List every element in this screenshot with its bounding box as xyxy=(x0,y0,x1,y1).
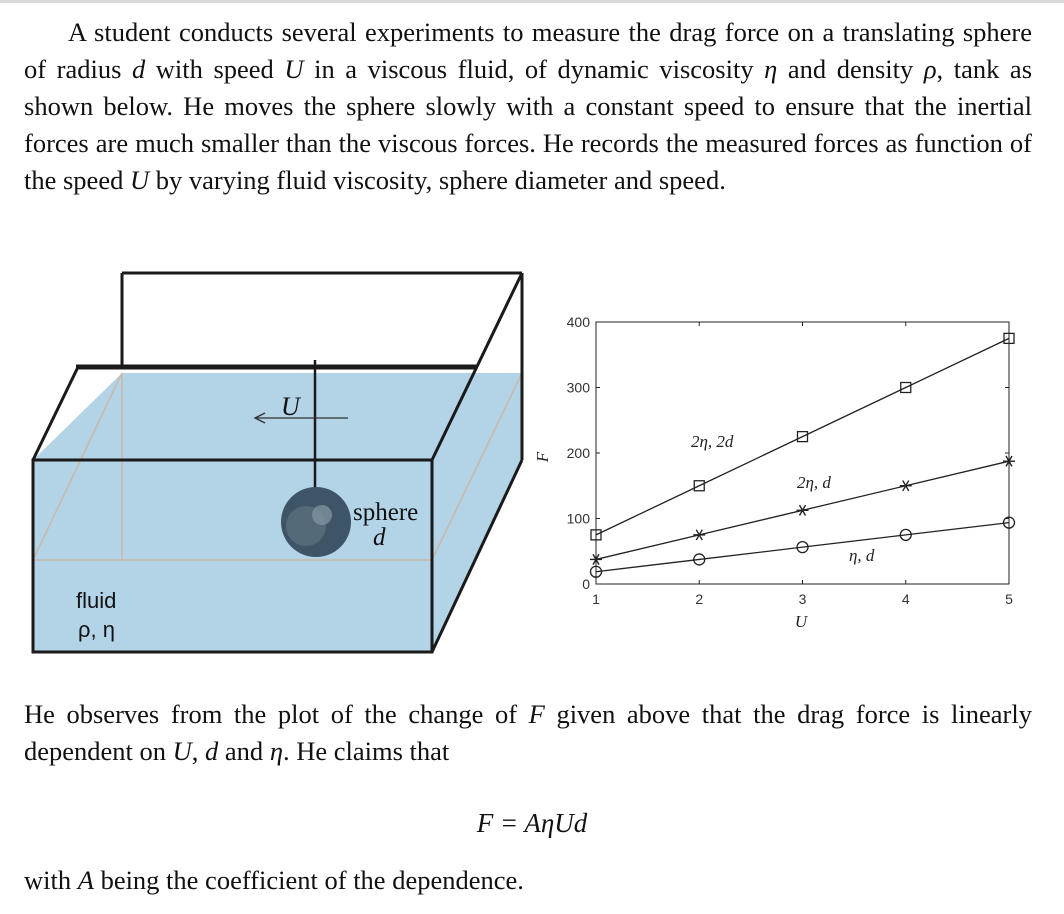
intro-text: in a viscous fluid, of dynamic viscosity xyxy=(303,54,765,84)
series-label-asterisk: 2η, d xyxy=(797,473,831,492)
x-tick-label: 5 xyxy=(1005,591,1013,607)
intro-text: by varying fluid viscosity, sphere diameter and speed. xyxy=(149,165,726,195)
figure xyxy=(0,250,1064,670)
intro-text: A student conducts several experiments to measure the drag force on a translating sphere of radius xyxy=(24,17,1032,84)
math-eta: η xyxy=(764,54,778,84)
asterisk-marker xyxy=(693,530,705,540)
y-tick-label: 100 xyxy=(566,510,590,527)
footer-text: being the coefficient of the dependence. xyxy=(93,865,524,895)
footer-paragraph xyxy=(24,862,1032,899)
math-U: U xyxy=(129,165,150,195)
series-label-circle: η, d xyxy=(849,546,875,565)
math-A: A xyxy=(77,865,94,895)
fluid-properties-label: ρ, η xyxy=(78,617,115,642)
conclusion-text: . He claims that xyxy=(282,736,450,766)
series-markers xyxy=(590,333,1015,577)
velocity-label: U xyxy=(281,392,300,421)
asterisk-marker xyxy=(900,481,912,491)
y-tick-label: 300 xyxy=(566,379,590,396)
fluid-label: fluid xyxy=(76,588,117,613)
sphere-label: sphere xyxy=(353,499,419,526)
drag-force-chart xyxy=(533,314,1015,631)
series-line-circle xyxy=(596,523,1009,572)
intro-paragraph xyxy=(24,14,1032,199)
conclusion-paragraph xyxy=(24,696,1032,770)
figure-svg xyxy=(0,250,1064,670)
footer-text: with xyxy=(24,865,78,895)
conclusion-text: , xyxy=(191,736,206,766)
intro-text: and density xyxy=(777,54,924,84)
series-label-square: 2η, 2d xyxy=(691,432,734,451)
series-lines xyxy=(596,338,1009,571)
conclusion-text: given above that the drag force is linearly dependent on xyxy=(24,699,1032,766)
x-axis-label: U xyxy=(794,612,808,631)
x-tick-label: 3 xyxy=(798,591,807,607)
math-rho: ρ xyxy=(923,54,937,84)
y-tick-label: 200 xyxy=(566,445,590,461)
sphere-highlight xyxy=(312,505,332,525)
intro-text: with speed xyxy=(145,54,285,84)
intro-text: , tank as shown below. He moves the sphere slowly with a constant speed to ensure that the inertial forces are much smaller than the viscous forces. He records the measured forces as function of the speed xyxy=(24,54,1033,195)
tank-diagram xyxy=(33,273,522,652)
x-tick-label: 2 xyxy=(695,591,704,607)
math-U: U xyxy=(284,54,304,84)
axis-ticks xyxy=(567,314,1013,607)
x-tick-label: 4 xyxy=(901,591,910,607)
conclusion-text: He observes from the plot of the change of xyxy=(24,699,529,729)
math-d: d xyxy=(131,54,146,84)
y-axis-label: F xyxy=(533,451,552,463)
x-tick-label: 1 xyxy=(592,591,600,607)
math-eta: η xyxy=(269,736,283,766)
math-d: d xyxy=(205,736,219,766)
y-tick-label: 400 xyxy=(566,314,590,330)
drag-equation: F = AηUd xyxy=(476,808,588,838)
math-F: F xyxy=(528,699,545,729)
sphere-diameter-label: d xyxy=(373,524,386,551)
series-line-square xyxy=(596,338,1009,535)
y-tick-label: 0 xyxy=(582,576,590,592)
conclusion-text: and xyxy=(218,736,270,766)
asterisk-marker xyxy=(797,505,809,515)
top-divider xyxy=(0,0,1064,3)
math-U: U xyxy=(172,736,192,766)
